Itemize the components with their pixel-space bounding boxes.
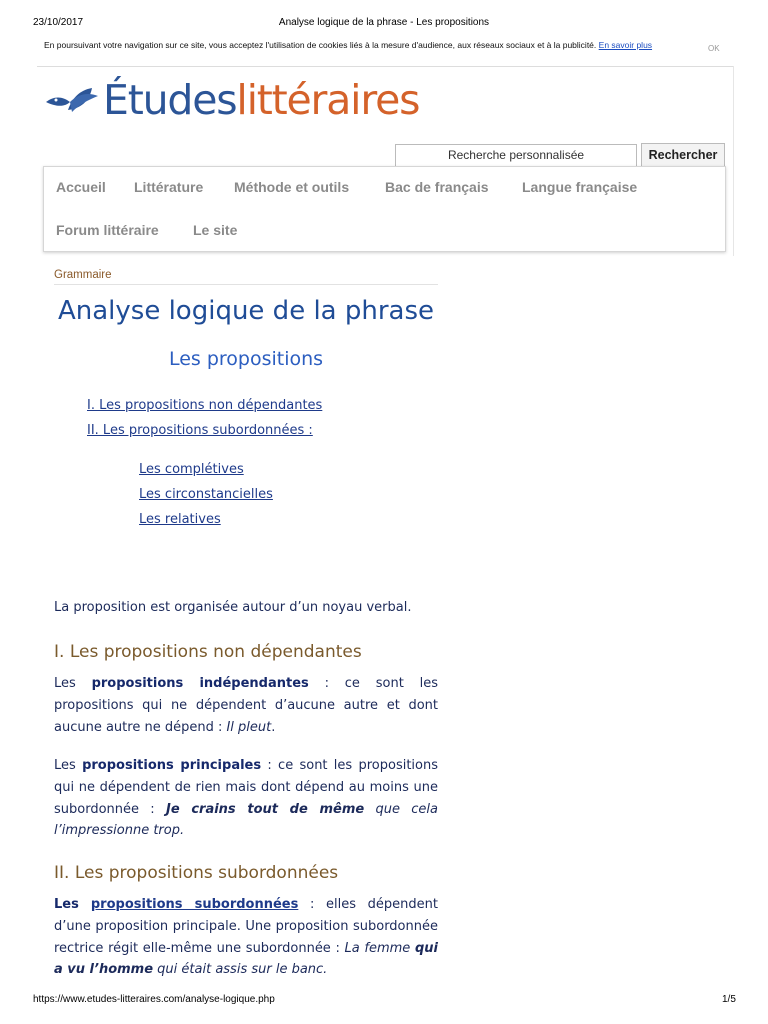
toc-link-completives[interactable]: Les complétives [139,462,244,477]
toc-link-section-2[interactable]: II. Les propositions subordonnées : [87,423,313,438]
nav-item-methode[interactable]: Méthode et outils [234,179,350,195]
logo-text: Étudeslittéraires [103,76,420,124]
breadcrumb[interactable]: Grammaire [54,269,112,281]
toc-link-section-1[interactable]: I. Les propositions non dépendantes [87,398,323,413]
site-logo[interactable] [44,76,419,124]
section-1-heading: I. Les propositions non dépendantes [54,642,362,662]
toc-link-relatives[interactable]: Les relatives [139,512,221,527]
page-title: Analyse logique de la phrase [57,296,435,326]
learn-more-link[interactable]: En savoir plus [598,40,653,50]
nav-item-le-site[interactable]: Le site [193,222,238,238]
subordonnees-paragraph: Les propositions subordonnées : elles dépendent d’une proposition principale. Une proposition subordonnée rectrice régit elle-même une subordonnée : La femme qui a vu l’homme qui était assis sur le banc. [54,897,439,978]
print-date: 23/10/2017 [33,17,84,28]
cookie-ok-button[interactable]: OK [708,44,720,53]
toc-link-circonstancielles[interactable]: Les circonstancielles [139,487,273,502]
book-bird-icon [44,80,100,120]
page-frame-top [37,66,734,67]
subordonnees-link[interactable]: propositions subordonnées [90,897,299,912]
search-input[interactable]: Recherche personnalisée [395,144,637,167]
main-nav [43,166,726,252]
page-subtitle: Les propositions [168,348,324,370]
nav-item-bac[interactable]: Bac de français [385,179,489,195]
nav-item-forum[interactable]: Forum littéraire [56,222,159,238]
search-button[interactable]: Rechercher [641,143,725,167]
print-title: Analyse logique de la phrase - Les propositions [278,17,490,28]
intro-paragraph: La proposition est organisée autour d’un noyau verbal. [54,600,412,615]
section-2-heading: II. Les propositions subordonnées [54,863,339,883]
cookie-notice [44,40,652,50]
breadcrumb-divider [54,284,438,285]
independantes-paragraph: Les propositions indépendantes : ce sont les propositions qui ne dépendent d’aucune autre et dont aucune autre ne dépend : Il pleut. [54,676,438,735]
print-page-number: 1/5 [722,994,736,1005]
cookie-notice-text: En poursuivant votre navigation sur ce site, vous acceptez l'utilisation de cookies liés à la mesure d'audience, aux réseaux sociaux et à la publicité. [44,40,597,50]
nav-item-litterature[interactable]: Littérature [134,179,204,195]
nav-item-accueil[interactable]: Accueil [56,179,106,195]
page-frame-right [733,66,734,256]
nav-item-langue[interactable]: Langue française [522,179,638,195]
principales-paragraph: Les propositions principales : ce sont les propositions qui ne dépendent de rien mais dont dépend au moins une subordonnée : Je crains tout de même que cela l’impressionne trop. [54,758,438,839]
print-footer-url: https://www.etudes-litteraires.com/analyse-logique.php [33,994,275,1005]
